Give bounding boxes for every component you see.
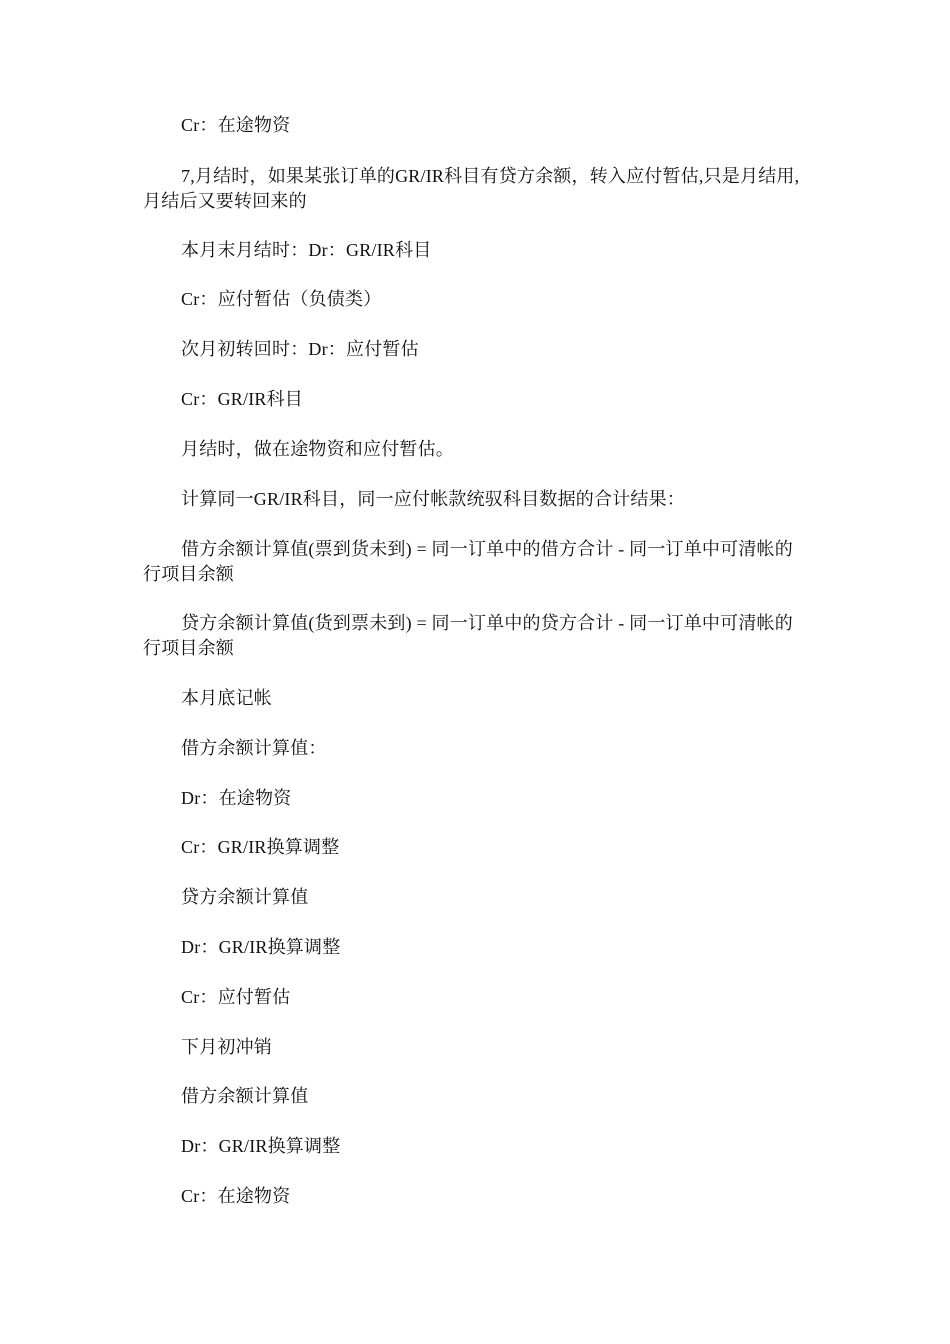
paragraph: Cr：GR/IR科目 [181, 389, 304, 409]
paragraph: 贷方余额计算值(货到票未到) = 同一订单中的贷方合计 - 同一订单中可清帐的行项目余额 [143, 613, 793, 658]
paragraph: Dr：GR/IR换算调整 [181, 1136, 341, 1156]
paragraph: 本月底记帐 [181, 688, 272, 708]
paragraph: Cr：应付暂估（负债类） [181, 289, 382, 309]
paragraph: 借方余额计算值： [181, 738, 327, 758]
paragraph: 借方余额计算值(票到货未到) = 同一订单中的借方合计 - 同一订单中可清帐的行项目余额 [143, 539, 793, 584]
paragraph: 次月初转回时：Dr：应付暂估 [181, 339, 419, 359]
paragraph: Cr：GR/IR换算调整 [181, 837, 340, 857]
paragraph: 本月末月结时：Dr：GR/IR科目 [181, 240, 432, 260]
paragraph: 7,月结时，如果某张订单的GR/IR科目有贷方余额，转入应付暂估,只是月结用,月结后又要转回来的 [143, 166, 800, 211]
paragraph: 月结时，做在途物资和应付暂估。 [181, 439, 454, 459]
paragraph: 借方余额计算值 [181, 1086, 309, 1106]
paragraph: Cr：在途物资 [181, 1186, 291, 1206]
paragraph: 下月初冲销 [181, 1037, 272, 1057]
paragraph: Dr：GR/IR换算调整 [181, 937, 341, 957]
paragraph: Cr：在途物资 [181, 115, 291, 135]
paragraph: Dr：在途物资 [181, 788, 292, 808]
paragraph: 贷方余额计算值 [181, 887, 309, 907]
paragraph: Cr：应付暂估 [181, 987, 291, 1007]
paragraph: 计算同一GR/IR科目，同一应付帐款统驭科目数据的合计结果： [181, 489, 686, 509]
